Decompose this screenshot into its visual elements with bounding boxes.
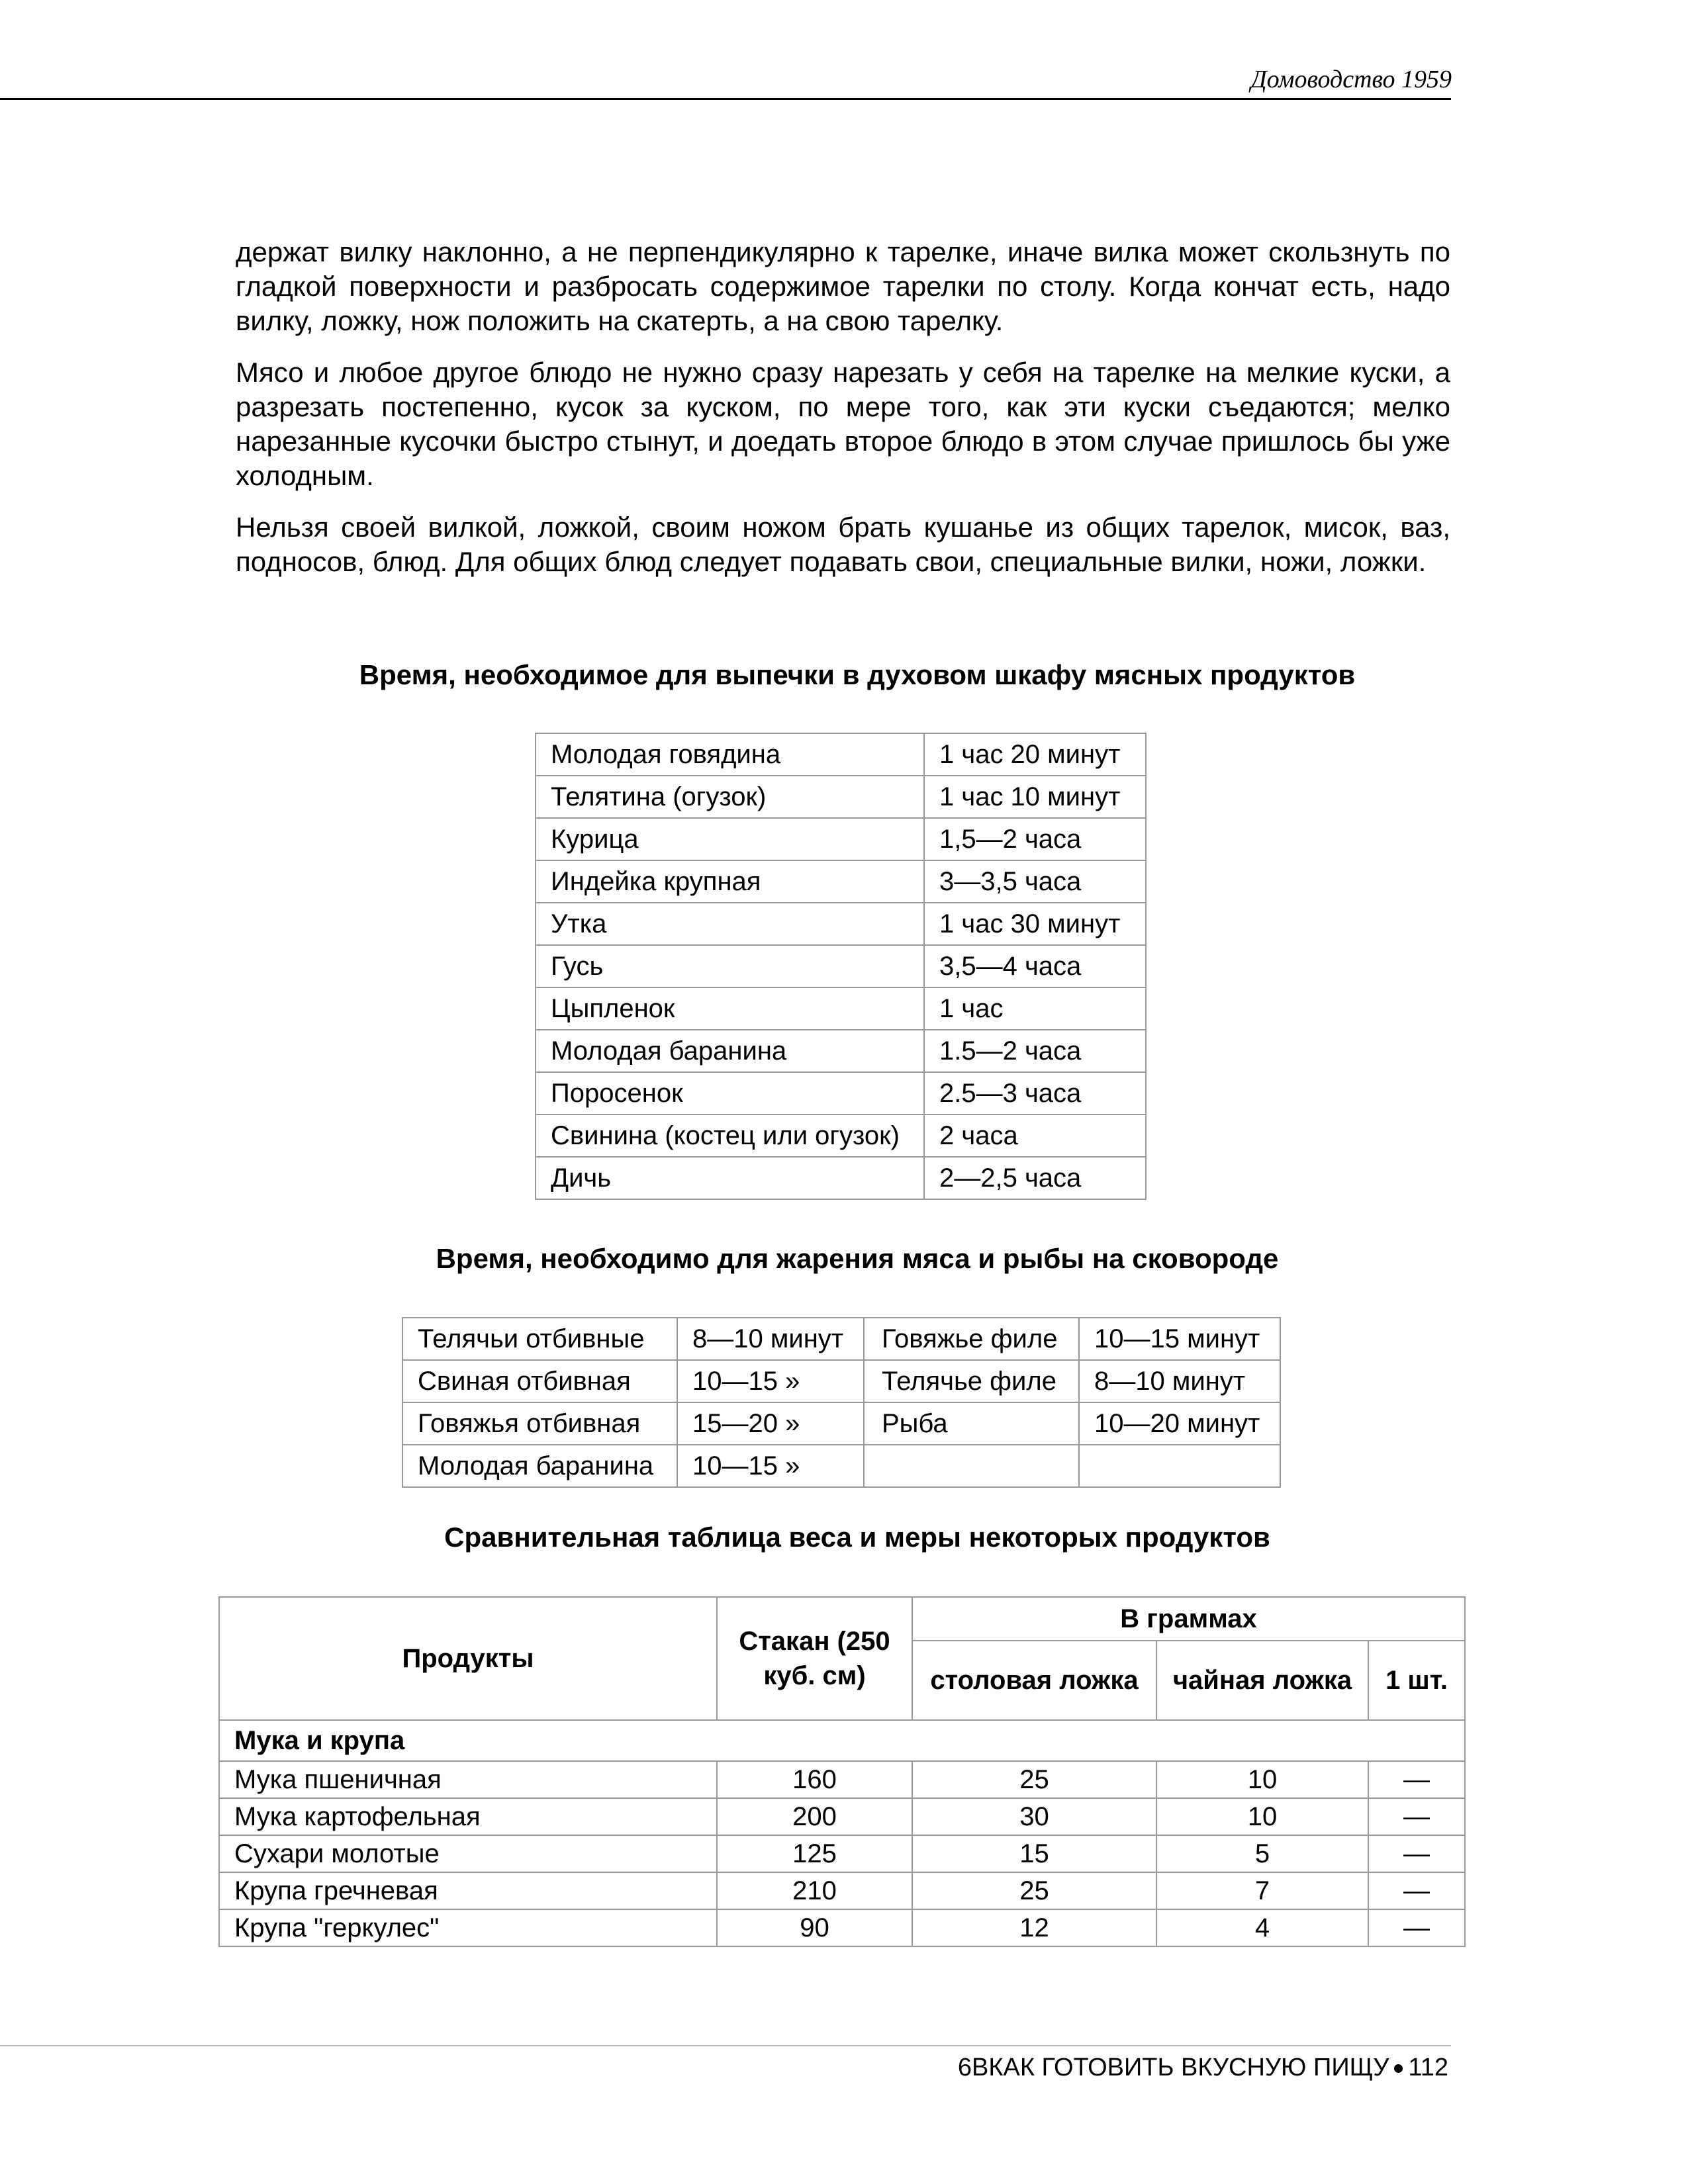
running-header-title: Домоводство 1959 [1250,66,1452,93]
table-cell: Дичь [536,1157,924,1199]
table-cell: — [1368,1835,1465,1872]
table-cell: 10 [1156,1798,1368,1835]
group-row [219,1720,1465,1761]
table-cell: 2—2,5 часа [924,1157,1146,1199]
table-cell: 10 [1156,1761,1368,1798]
paragraph: Мясо и любое другое блюдо не нужно сразу нарезать у себя на тарелке на мелкие куски, а разрезать постепенно, кусок за куском, по мере того, как эти куски съедаются; мелко нарезанные кусочки быстро стынут, и доедать второе блюдо в этом случае пришлось бы уже холодным. [236,357,1450,491]
page-footer [794,2052,1448,2083]
table-row [402,1318,1280,1360]
table-cell: Рыба [864,1402,1079,1445]
page-number: 112 [1408,2054,1448,2081]
table-row [536,945,1146,987]
table-cell: 1 час 20 минут [924,733,1146,776]
table-row [219,1761,1465,1798]
table-cell: Мука пшеничная [219,1761,717,1798]
group-label: Мука и крупа [219,1720,1465,1761]
table-cell: 8—10 минут [1079,1360,1280,1402]
table-cell: 12 [912,1909,1156,1946]
table-row [536,987,1146,1030]
footer-rule [0,2045,1451,2046]
table-cell: 25 [912,1872,1156,1909]
baking-table-title: Время, необходимое для выпечки в духовом шкафу мясных продуктов [359,659,1356,690]
header-products: Продукты [219,1597,717,1720]
table-cell: Индейка крупная [536,860,924,903]
table-row [536,1115,1146,1157]
table-cell: — [1368,1761,1465,1798]
table-cell: 3,5—4 часа [924,945,1146,987]
table-row [536,818,1146,860]
table-cell: 25 [912,1761,1156,1798]
table-cell [864,1445,1079,1487]
table-cell: Утка [536,903,924,945]
table-cell: Телятина (огузок) [536,776,924,818]
header-grams: В граммах [912,1597,1465,1641]
body-text [236,235,1450,596]
table-cell: 2.5—3 часа [924,1072,1146,1115]
table-cell: 1 час [924,987,1146,1030]
table-row [402,1402,1280,1445]
table-cell: 15 [912,1835,1156,1872]
table-cell: Гусь [536,945,924,987]
table-cell: 3—3,5 часа [924,860,1146,903]
baking-time-table [535,733,1147,1200]
table-cell: 1,5—2 часа [924,818,1146,860]
table-cell: 10—15 минут [1079,1318,1280,1360]
footer-chapter: 6ВКАК ГОТОВИТЬ ВКУСНУЮ ПИЩУ [957,2054,1389,2081]
table-row [536,1072,1146,1115]
table-cell: Молодая баранина [536,1030,924,1072]
table-cell: 2 часа [924,1115,1146,1157]
table-row [219,1909,1465,1946]
table-cell: 210 [717,1872,912,1909]
table-cell: — [1368,1872,1465,1909]
table-row [536,903,1146,945]
table-cell: 10—20 минут [1079,1402,1280,1445]
table-cell: 7 [1156,1872,1368,1909]
table-row [219,1872,1465,1909]
header-rule [0,98,1451,100]
table-cell: 160 [717,1761,912,1798]
table-cell: Телячьи отбивные [402,1318,677,1360]
header-teaspoon: чайная ложка [1156,1641,1368,1720]
table-row [219,1798,1465,1835]
table-cell: 5 [1156,1835,1368,1872]
header-piece: 1 шт. [1368,1641,1465,1720]
frying-time-table [402,1317,1281,1488]
paragraph: держат вилку наклонно, а не перпендикулярно к тарелке, иначе вилка может скользнуть по гладкой поверхности и разбросать содержимое тарелки по столу. Когда кончат есть, надо вилку, ложку, нож положить на скатерть, а на свою тарелку. [236,236,1450,336]
table-row [536,733,1146,776]
paragraph: Нельзя своей вилкой, ложкой, своим ножом брать кушанье из общих тарелок, мисок, ваз, подносов, блюд. Для общих блюд следует подавать свои, специальные вилки, ножи, ложки. [236,512,1450,577]
table-row [536,1030,1146,1072]
table-cell: Крупа "геркулес" [219,1909,717,1946]
table-cell: 1.5—2 часа [924,1030,1146,1072]
table-cell: 1 час 30 минут [924,903,1146,945]
table-row [536,1157,1146,1199]
table-cell: 90 [717,1909,912,1946]
table-cell: Говяжья отбивная [402,1402,677,1445]
table-cell: 15—20 » [677,1402,864,1445]
table-cell: 125 [717,1835,912,1872]
table-cell: Говяжье филе [864,1318,1079,1360]
table-cell: 30 [912,1798,1156,1835]
table-cell: Свинина (костец или огузок) [536,1115,924,1157]
table-cell: Молодая баранина [402,1445,677,1487]
table-cell: Сухари молотые [219,1835,717,1872]
table-cell: 10—15 » [677,1445,864,1487]
header-glass: Стакан (250 куб. см) [717,1597,912,1720]
table-cell: 10—15 » [677,1360,864,1402]
table-cell: Свиная отбивная [402,1360,677,1402]
table-cell: Мука картофельная [219,1798,717,1835]
table-cell [1079,1445,1280,1487]
table-cell: — [1368,1798,1465,1835]
table-cell: Цыпленок [536,987,924,1030]
measures-table-title: Сравнительная таблица веса и меры некоторых продуктов [444,1522,1270,1553]
table-cell: 8—10 минут [677,1318,864,1360]
bullet-icon [1394,2064,1403,2073]
table-row [219,1835,1465,1872]
table-row [402,1445,1280,1487]
table-cell: Телячье филе [864,1360,1079,1402]
table-cell: 4 [1156,1909,1368,1946]
table-cell: 1 час 10 минут [924,776,1146,818]
measures-table [218,1596,1466,1947]
table-cell: Курица [536,818,924,860]
table-cell: Крупа гречневая [219,1872,717,1909]
table-row [536,776,1146,818]
frying-table-title: Время, необходимо для жарения мяса и рыбы на сковороде [436,1243,1279,1274]
table-row [402,1360,1280,1402]
table-row [536,860,1146,903]
table-cell: Поросенок [536,1072,924,1115]
header-tablespoon: столовая ложка [912,1641,1156,1720]
table-cell: 200 [717,1798,912,1835]
table-cell: Молодая говядина [536,733,924,776]
table-cell: — [1368,1909,1465,1946]
